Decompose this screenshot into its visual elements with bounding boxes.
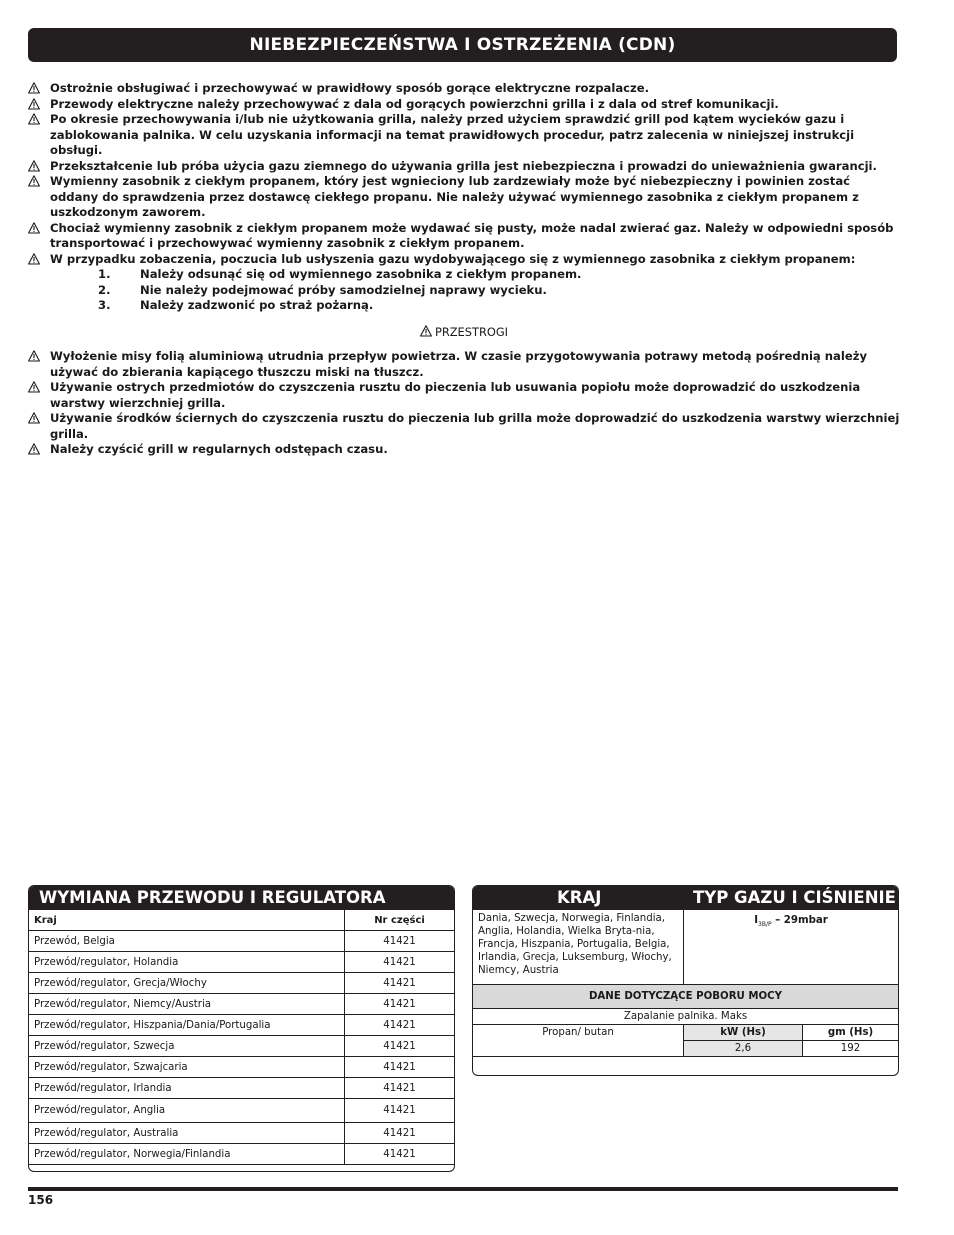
table-row: Przewód/regulator, Grecja/Włochy 41421 (29, 973, 454, 994)
caution-item: Używanie środków ściernych do czyszczenia rusztu do pieczenia lub grilla może doprowadzić do uszkodzenia warstwy wierzchniej grilla. (28, 411, 900, 442)
table-row (473, 910, 898, 985)
parts-table-box (28, 885, 455, 1172)
page-header (28, 28, 897, 62)
warning-item: Chociaż wymienny zasobnik z ciekłym propanem może wydawać się pusty, może nadal zwierać gaz. Należy w odpowiedni sposób transportować i przechowywać wymienny zasobnik z ciekłym propanem. (28, 221, 900, 252)
step-item: 2. Nie należy podejmować próby samodzielnej naprawy wycieku. (98, 282, 547, 297)
table-row: Przewód/regulator, Anglia 41421 (29, 1099, 454, 1123)
table-row (473, 1009, 898, 1025)
fuel-type: Propan/ butan (473, 1025, 684, 1057)
warning-item: Po okresie przechowywania i/lub nie użytkowania grilla, należy przed użyciem sprawdzić grill pod kątem wycieków gazu i zablokowania palnika. W celu uzyskania informacji na temat prawidłowych procedur, patrz zalecenia w niniejszej instrukcji obsługi. (28, 112, 900, 159)
gas-table-type-title: TYP GAZU I CIŚNIENIE (693, 888, 896, 907)
kw-value: 2,6 (684, 1041, 803, 1057)
table-row: Przewód/regulator, Hiszpania/Dania/Portugalia 41421 (29, 1015, 454, 1036)
step-item: 3. Należy zadzwonić po straż pożarną. (98, 298, 374, 312)
step-item: 1. Należy odsunąć się od wymiennego zasobnika z ciekłym propanem. (98, 267, 582, 281)
warning-item: Wymienny zasobnik z ciekłym propanem, który jest wgnieciony lub zardzewiały może być niebezpieczny i powinien zostać oddany do sprawdzenia przez dostawcę ciekłego propanu. Nie należy używać wymiennego zasobnika z ciekłym propanem z uszkodzonym zaworem. (28, 174, 900, 221)
page-number: 156 (28, 1193, 54, 1207)
parts-table-title: WYMIANA PRZEWODU I REGULATORA (29, 886, 454, 910)
caution-item: Używanie ostrych przedmiotów do czyszczenia rusztu do pieczenia lub usuwania popiołu może doprowadzić do uszkodzenia warstwy wierzchniej grilla. (28, 380, 900, 411)
warning-triangle-icon (28, 98, 40, 110)
warning-triangle-icon (28, 82, 40, 94)
table-row: Przewód/regulator, Niemcy/Austria 41421 (29, 994, 454, 1015)
warning-triangle-icon (28, 381, 40, 393)
gas-table-country-title: KRAJ (557, 888, 602, 907)
table-header-row (29, 910, 454, 931)
table-row: Przewód/regulator, Norwegia/Finlandia 41421 (29, 1144, 454, 1165)
table-row: Przewód, Belgia 41421 (29, 931, 454, 952)
warnings-section (28, 81, 900, 458)
gas-table (473, 910, 898, 1057)
warning-item: W przypadku zobaczenia, poczucia lub usłyszenia gazu wydobywającego się z wymiennego zasobnika z ciekłym propanem: (28, 252, 900, 268)
gas-leak-steps (28, 267, 900, 314)
warning-item: Ostrożnie obsługiwać i przechowywać w prawidłowy sposób gorące elektryczne rozpalacze. (28, 81, 900, 97)
warning-triangle-icon (28, 412, 40, 424)
table-row (473, 1025, 898, 1041)
gas-table-box (472, 885, 899, 1076)
caution-item: Należy czyścić grill w regularnych odstępach czasu. (28, 442, 900, 458)
warning-triangle-icon (28, 160, 40, 172)
table-row: Przewód/regulator, Szwajcaria 41421 (29, 1057, 454, 1078)
column-header-part: Nr części (345, 910, 455, 931)
kw-label: kW (Hs) (684, 1025, 803, 1041)
cautions-heading: PRZESTROGI (28, 325, 900, 341)
gas-table-title (473, 886, 898, 910)
page-title: NIEBEZPIECZEŃSTWA I OSTRZEŻENIA (CDN) (249, 35, 676, 55)
gas-type-pressure: $I_{3B/P}$ – 29mbar (684, 910, 899, 985)
table-row: Przewód/regulator, Australia 41421 (29, 1123, 454, 1144)
warning-triangle-icon (28, 253, 40, 265)
warning-item: Przekształcenie lub próba użycia gazu ziemnego do używania grilla jest niebezpieczna i prowadzi do unieważnienia gwarancji. (28, 159, 900, 175)
gm-label: gm (Hs) (803, 1025, 899, 1041)
warning-item: Przewody elektryczne należy przechowywać z dala od gorących powierzchni grilla i z dala od stref komunikacji. (28, 97, 900, 113)
table-row: Przewód/regulator, Irlandia 41421 (29, 1078, 454, 1099)
ignition-label: Zapalanie palnika. Maks (473, 1009, 898, 1025)
caution-item: Wyłożenie misy folią aluminiową utrudnia przepływ powietrza. W czasie przygotowywania potrawy metodą pośrednią należy używać do zbierania kapiącego tłuszczu miski na tłuszcz. (28, 349, 900, 380)
warning-triangle-icon (420, 325, 432, 337)
warning-triangle-icon (28, 443, 40, 455)
footer-divider (28, 1187, 898, 1191)
table-row (473, 985, 898, 1009)
power-data-heading: DANE DOTYCZĄCE POBORU MOCY (473, 985, 898, 1009)
column-header-country: Kraj (29, 910, 345, 931)
gm-value: 192 (803, 1041, 899, 1057)
cautions-list (28, 349, 900, 458)
warning-triangle-icon (28, 350, 40, 362)
table-row: Przewód/regulator, Szwecja 41421 (29, 1036, 454, 1057)
country-list: Dania, Szwecja, Norwegia, Finlandia, Anglia, Holandia, Wielka Bryta-nia, Francja, Hiszpania, Portugalia, Belgia, Irlandia, Grecja, Luksemburg, Włochy, Niemcy, Austria (473, 910, 684, 985)
parts-table (29, 910, 454, 1165)
warning-triangle-icon (28, 222, 40, 234)
warning-triangle-icon (28, 113, 40, 125)
warning-triangle-icon (28, 175, 40, 187)
table-row: Przewód/regulator, Holandia 41421 (29, 952, 454, 973)
